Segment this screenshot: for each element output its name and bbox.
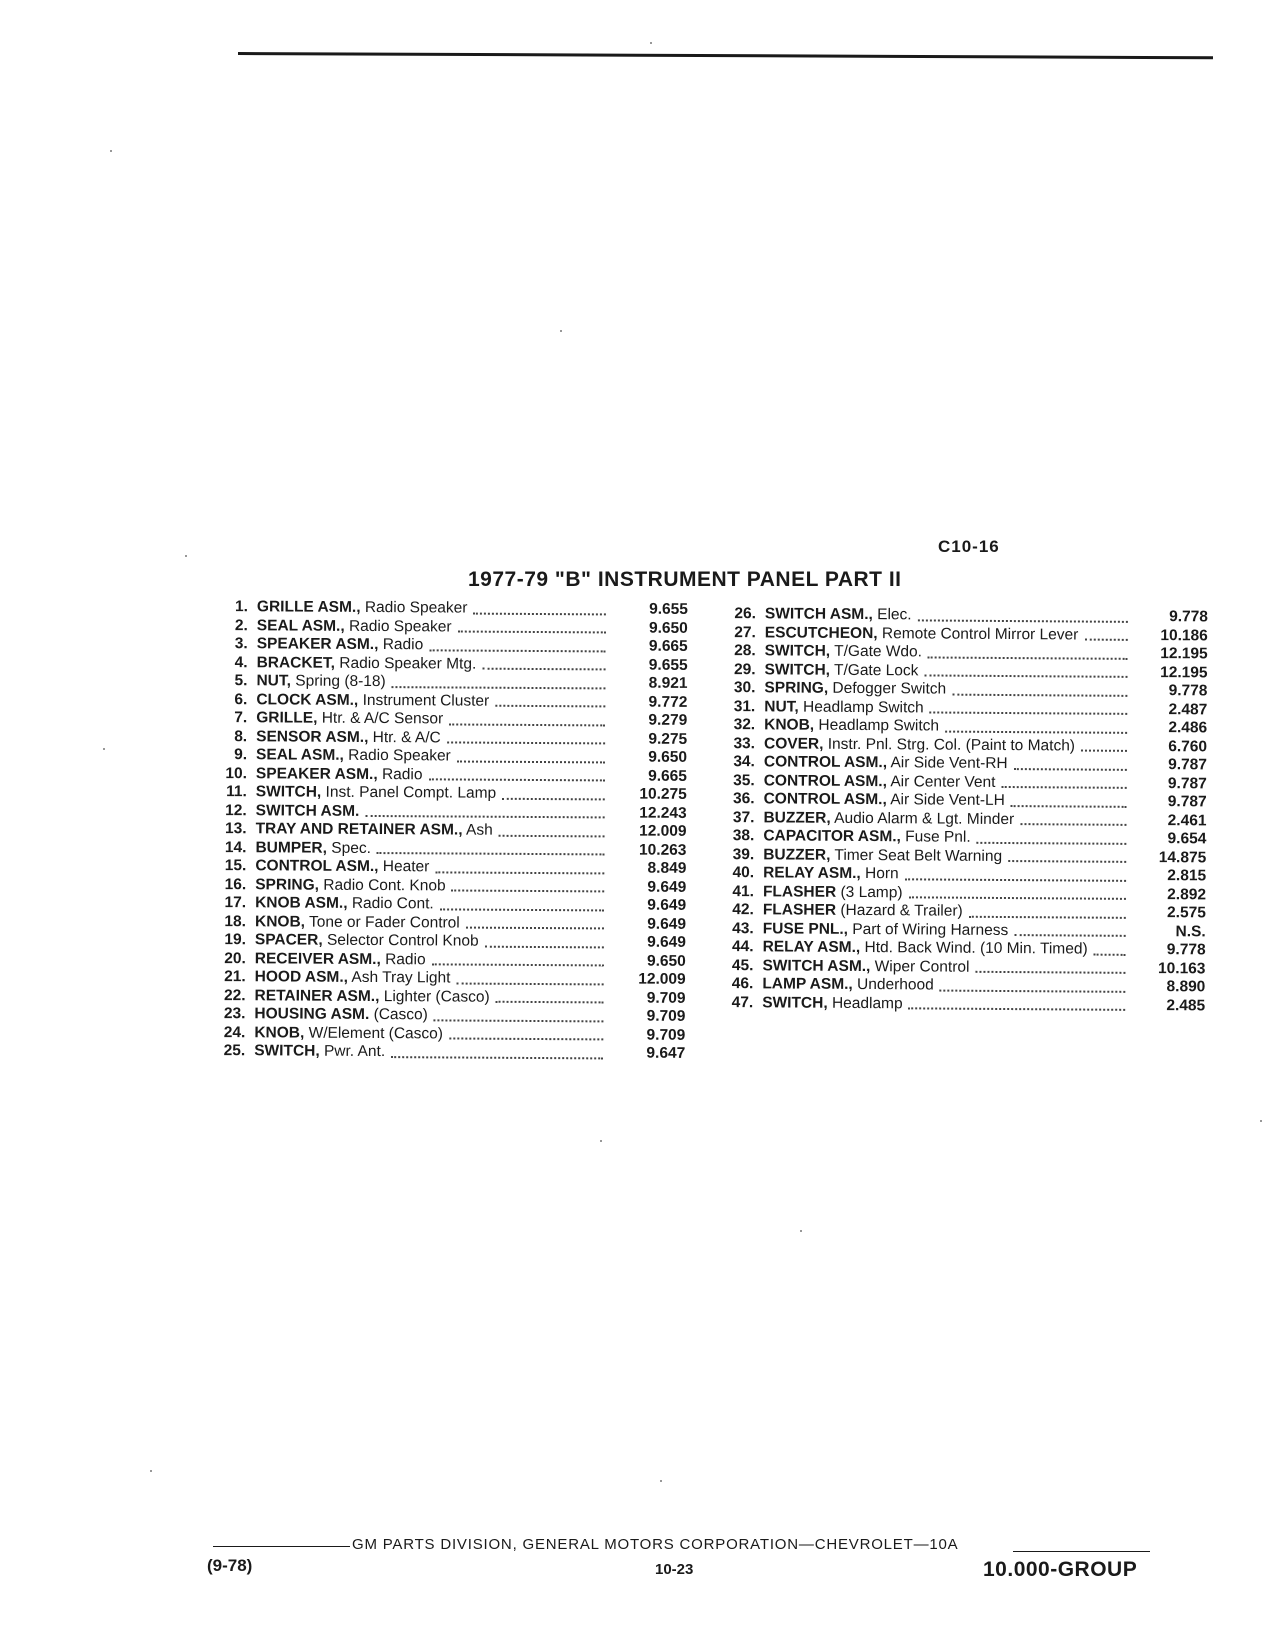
part-detail: Inst. Panel Compt. Lamp <box>325 783 497 802</box>
dot-leader <box>905 878 1126 882</box>
group-number: 9.654 <box>1167 830 1207 848</box>
dot-leader <box>952 693 1127 696</box>
dot-leader <box>496 1001 604 1004</box>
part-name: SPACER, <box>254 931 323 949</box>
parts-list-right <box>715 605 1208 1015</box>
dot-leader <box>365 815 604 818</box>
part-description <box>256 802 611 823</box>
part-name: TRAY AND RETAINER ASM., <box>255 820 463 839</box>
part-description <box>254 1042 609 1063</box>
part-name: SWITCH, <box>254 1042 320 1060</box>
part-name: KNOB, <box>254 1023 305 1042</box>
part-number: 7. <box>234 709 248 727</box>
part-detail: Remote Control Mirror Lever <box>881 624 1079 644</box>
part-description <box>254 1005 609 1026</box>
dot-leader <box>502 797 605 800</box>
dot-leader <box>440 908 604 911</box>
dot-leader <box>1014 934 1126 937</box>
part-detail: Air Side Vent-LH <box>890 791 1005 810</box>
part-name: SEAL ASM., <box>256 616 345 635</box>
part-detail: Radio Speaker <box>348 746 451 765</box>
part-number: 13. <box>224 820 247 838</box>
part-detail: Radio <box>381 765 423 783</box>
group-number: 9.275 <box>648 730 688 748</box>
dot-leader <box>945 730 1127 733</box>
part-detail: (3 Lamp) <box>840 883 903 901</box>
part-number: 45. <box>731 956 754 974</box>
part-number: 15. <box>224 857 247 875</box>
page-code: C10-16 <box>938 537 1000 556</box>
part-name: KNOB ASM., <box>255 894 348 912</box>
group-number: 9.647 <box>646 1044 686 1062</box>
part-name: COVER, <box>763 734 824 753</box>
top-rule <box>238 52 1213 59</box>
part-detail: Horn <box>865 865 899 883</box>
part-number: 43. <box>732 919 754 937</box>
part-detail: Fuse Pnl. <box>905 828 971 846</box>
group-number: 9.279 <box>648 711 688 729</box>
part-name: CONTROL ASM., <box>763 790 887 809</box>
dot-leader <box>1001 786 1126 789</box>
dot-leader <box>930 711 1128 714</box>
group-number: 9.709 <box>646 1007 686 1025</box>
part-detail: Lighter (Casco) <box>383 987 490 1006</box>
part-description <box>255 913 610 934</box>
group-number: 9.665 <box>648 767 687 785</box>
part-number: 42. <box>732 901 754 919</box>
group-number: 10.275 <box>639 785 687 803</box>
group-number: 9.649 <box>647 915 687 933</box>
part-name: RELAY ASM., <box>762 938 861 957</box>
group-number: 9.649 <box>647 933 686 951</box>
part-row <box>207 1042 685 1063</box>
dot-leader <box>975 971 1125 974</box>
dot-leader <box>1011 805 1127 808</box>
part-name: CONTROL ASM., <box>763 771 887 790</box>
part-number: 26. <box>734 605 756 623</box>
group-number: 12.195 <box>1160 645 1208 663</box>
part-name: SPEAKER ASM., <box>255 764 378 783</box>
part-number: 31. <box>733 697 756 715</box>
part-name: SPEAKER ASM., <box>256 635 379 654</box>
group-number: 2.487 <box>1168 700 1208 718</box>
part-detail: Headlamp <box>831 994 903 1012</box>
dot-leader <box>940 989 1126 992</box>
part-detail: Ash Tray Light <box>351 968 451 987</box>
part-number: 32. <box>733 716 756 734</box>
part-name: CONTROL ASM., <box>763 753 888 772</box>
dot-leader <box>924 674 1127 677</box>
part-detail: Htr. & A/C Sensor <box>321 709 444 728</box>
part-number: 46. <box>731 975 754 993</box>
dot-leader <box>449 723 605 726</box>
footer-date: (9-78) <box>207 1556 253 1575</box>
dot-leader <box>495 705 605 708</box>
part-number: 5. <box>234 672 248 690</box>
part-detail: Headlamp Switch <box>818 716 940 735</box>
group-number: 9.709 <box>646 989 686 1007</box>
part-number: 34. <box>733 753 755 771</box>
part-number: 17. <box>224 894 247 912</box>
part-name: BUZZER, <box>763 845 831 864</box>
group-number: 9.778 <box>1169 608 1208 626</box>
dot-leader <box>391 1056 603 1059</box>
part-number: 11. <box>226 783 247 801</box>
group-number: 9.778 <box>1166 941 1206 959</box>
part-description <box>256 783 611 804</box>
part-detail: W/Element (Casco) <box>308 1024 444 1042</box>
part-name: CLOCK ASM., <box>256 690 359 709</box>
part-detail: T/Gate Lock <box>833 661 919 679</box>
part-detail: Heater <box>382 858 430 876</box>
part-name: NUT, <box>256 672 291 690</box>
part-number: 18. <box>224 912 247 930</box>
dot-leader <box>434 1019 604 1022</box>
part-number: 10. <box>225 764 247 782</box>
part-name: SWITCH, <box>764 642 831 660</box>
group-number: 2.892 <box>1167 885 1207 903</box>
dot-leader <box>977 841 1127 844</box>
dot-leader <box>1081 750 1127 752</box>
part-detail: Part of Wiring Harness <box>852 920 1009 939</box>
part-description <box>257 617 612 638</box>
part-detail: T/Gate Wdo. <box>834 642 923 661</box>
footer-rule-left <box>213 1546 350 1547</box>
part-name: FLASHER <box>762 882 837 901</box>
part-number: 30. <box>733 679 756 697</box>
part-detail: (Casco) <box>373 1006 428 1024</box>
group-number: 14.875 <box>1158 848 1207 866</box>
dot-leader <box>377 852 605 855</box>
group-number: 9.787 <box>1168 756 1207 774</box>
part-detail: Ash <box>465 821 493 839</box>
group-number: 12.009 <box>639 822 687 840</box>
part-name: HOOD ASM., <box>254 968 349 986</box>
part-name: RECEIVER ASM., <box>254 949 381 968</box>
part-number: 19. <box>224 931 246 949</box>
group-number: 2.485 <box>1166 996 1206 1014</box>
part-name: BUZZER, <box>763 808 831 827</box>
part-description <box>257 654 612 675</box>
part-detail: Spec. <box>331 839 371 857</box>
part-name: FUSE PNL., <box>762 919 849 938</box>
group-number: 12.009 <box>638 970 686 988</box>
group-number: 2.815 <box>1167 867 1207 885</box>
part-number: 6. <box>234 690 248 708</box>
part-detail: Spring (8-18) <box>295 672 386 691</box>
footer-rule-right <box>1013 1551 1150 1552</box>
part-number: 29. <box>733 660 756 678</box>
part-detail: Radio Cont. Knob <box>323 876 446 894</box>
group-number: 12.195 <box>1160 663 1208 681</box>
part-name: GRILLE ASM., <box>256 598 361 616</box>
part-number: 16. <box>224 875 247 893</box>
group-number: 9.650 <box>646 952 686 970</box>
part-number: 38. <box>732 827 755 845</box>
part-name: RETAINER ASM., <box>254 986 380 1005</box>
part-name: BRACKET, <box>256 653 336 672</box>
group-number: 8.849 <box>647 859 687 877</box>
part-name: SWITCH, <box>255 783 322 801</box>
part-number: 4. <box>234 653 248 671</box>
part-number: 9. <box>234 746 248 764</box>
part-number: 28. <box>734 642 756 660</box>
part-description <box>255 968 610 989</box>
part-name: SWITCH, <box>762 993 828 1012</box>
part-name: GRILLE, <box>256 709 318 727</box>
part-number: 25. <box>223 1042 246 1060</box>
part-description <box>255 894 610 915</box>
part-name: SWITCH, <box>764 660 831 679</box>
part-number: 36. <box>733 790 755 808</box>
dot-leader <box>428 778 604 781</box>
part-name: SENSOR ASM., <box>256 727 369 746</box>
part-name: CAPACITOR ASM., <box>763 827 901 846</box>
part-number: 40. <box>732 864 755 882</box>
part-name: KNOB, <box>254 912 306 931</box>
part-detail: Htd. Back Wind. (10 Min. Timed) <box>864 939 1088 958</box>
dot-leader <box>449 1037 603 1040</box>
group-number: 9.787 <box>1167 774 1207 792</box>
section-title: 1977-79 "B" INSTRUMENT PANEL PART II <box>468 568 902 591</box>
part-number: 12. <box>225 801 247 819</box>
group-number: 10.186 <box>1160 626 1208 644</box>
part-name: LAMP ASM., <box>762 975 853 993</box>
part-description <box>255 931 610 952</box>
part-number: 3. <box>234 635 248 653</box>
dot-leader <box>928 656 1128 659</box>
dot-leader <box>1008 860 1126 863</box>
group-number: 9.787 <box>1167 793 1207 811</box>
group-number: 8.921 <box>648 674 688 692</box>
part-name: RELAY ASM., <box>763 864 861 883</box>
part-detail: Air Center Vent <box>890 772 996 791</box>
part-name: ESCUTCHEON, <box>764 623 878 642</box>
group-number: 9.709 <box>646 1026 686 1044</box>
part-detail: Air Side Vent-RH <box>890 754 1008 773</box>
part-name: NUT, <box>764 697 799 716</box>
part-description <box>255 857 610 878</box>
part-number: 27. <box>734 623 756 641</box>
part-detail: Tone or Fader Control <box>308 913 460 932</box>
part-description <box>256 765 611 786</box>
part-name: SWITCH ASM. <box>255 801 360 820</box>
part-number: 2. <box>234 616 248 634</box>
part-number: 37. <box>732 808 755 826</box>
part-detail: Radio Speaker Mtg. <box>339 654 477 673</box>
part-description <box>256 728 611 749</box>
group-number: 2.461 <box>1167 811 1207 829</box>
group-number: 10.163 <box>1157 959 1206 977</box>
part-name: CONTROL ASM., <box>255 857 379 876</box>
group-number: 9.778 <box>1168 682 1208 700</box>
group-number: 10.000-GROUP <box>983 1558 1138 1581</box>
dot-leader <box>1014 768 1127 771</box>
part-detail: Radio <box>385 950 426 968</box>
part-number: 33. <box>733 734 756 752</box>
part-detail: Radio Speaker <box>348 617 452 635</box>
group-number: 10.263 <box>638 841 687 859</box>
dot-leader <box>456 982 603 985</box>
dot-leader <box>1020 823 1126 826</box>
part-detail: Pwr. Ant. <box>323 1042 386 1061</box>
group-number: N.S. <box>1175 922 1206 940</box>
part-number: 47. <box>731 993 754 1011</box>
part-detail: Radio <box>382 636 424 654</box>
part-number: 22. <box>223 986 246 1004</box>
part-description <box>256 691 611 712</box>
dot-leader <box>432 963 604 966</box>
part-number: 1. <box>234 598 248 616</box>
part-description <box>256 746 611 767</box>
dot-leader <box>909 1007 1126 1011</box>
part-description <box>255 839 610 860</box>
part-name: BUMPER, <box>255 838 328 857</box>
part-description <box>762 994 1131 1015</box>
group-number: 9.650 <box>648 619 688 637</box>
part-description <box>256 820 611 841</box>
dot-leader <box>447 741 605 744</box>
dot-leader <box>458 631 606 634</box>
part-detail: Instr. Pnl. Strg. Col. (Paint to Match) <box>827 735 1076 754</box>
part-detail: Instrument Cluster <box>362 691 490 710</box>
dot-leader <box>466 927 604 930</box>
part-name: FLASHER <box>762 901 837 919</box>
dot-leader <box>909 896 1126 900</box>
dot-leader <box>429 649 605 652</box>
part-number: 8. <box>234 727 248 745</box>
part-detail: Radio Speaker <box>364 598 468 617</box>
dot-leader <box>435 871 604 874</box>
part-detail: Audio Alarm & Lgt. Minder <box>834 809 1015 828</box>
part-detail: Radio Cont. <box>351 894 434 913</box>
part-number: 41. <box>732 882 755 900</box>
part-description <box>256 709 611 730</box>
part-description <box>254 1024 609 1045</box>
part-detail: Elec. <box>877 606 912 624</box>
part-name: HOUSING ASM. <box>254 1005 370 1023</box>
dot-leader <box>969 915 1126 918</box>
part-number: 20. <box>224 949 246 967</box>
dot-leader <box>392 686 606 689</box>
part-detail: Wiper Control <box>874 957 970 976</box>
dot-leader <box>918 619 1128 622</box>
dot-leader <box>1084 639 1127 641</box>
group-number: 2.486 <box>1168 719 1208 737</box>
group-number: 9.655 <box>649 600 688 618</box>
dot-leader <box>473 612 606 615</box>
dot-leader <box>452 889 605 892</box>
group-number: 9.649 <box>647 878 687 896</box>
page-number: 10-23 <box>655 1561 694 1578</box>
group-number: 9.649 <box>647 896 687 914</box>
dot-leader <box>457 760 605 763</box>
dot-leader <box>1094 953 1126 955</box>
part-detail: Timer Seat Belt Warning <box>834 846 1003 865</box>
dot-leader <box>482 668 605 671</box>
group-number: 6.760 <box>1168 737 1208 755</box>
part-number: 21. <box>224 968 246 986</box>
group-number: 2.575 <box>1167 904 1206 922</box>
part-row <box>715 993 1205 1015</box>
group-number: 9.665 <box>648 637 688 655</box>
part-detail: Headlamp Switch <box>802 698 924 716</box>
part-number: 24. <box>223 1023 246 1041</box>
part-detail: Underhood <box>857 975 934 994</box>
part-name: KNOB, <box>764 716 815 734</box>
parts-list-left <box>207 598 688 1063</box>
part-name: SWITCH ASM., <box>764 605 873 624</box>
part-number: 14. <box>224 838 247 856</box>
part-number: 39. <box>732 845 755 863</box>
part-detail: Defogger Switch <box>832 679 947 698</box>
part-number: 44. <box>731 938 754 956</box>
part-name: SWITCH ASM., <box>762 956 871 975</box>
dot-leader <box>485 945 604 948</box>
part-description <box>255 987 610 1008</box>
footer-credit: GM PARTS DIVISION, GENERAL MOTORS CORPORATION—CHEVROLET—10A <box>352 1536 959 1553</box>
part-name: SEAL ASM., <box>255 746 344 764</box>
group-number: 8.890 <box>1166 978 1206 996</box>
group-number: 12.243 <box>639 804 687 822</box>
part-detail: Htr. & A/C <box>372 728 441 746</box>
part-detail: Selector Control Knob <box>326 931 479 950</box>
part-description <box>256 672 611 693</box>
part-detail: (Hazard & Trailer) <box>840 901 963 920</box>
part-description <box>255 876 610 897</box>
group-number: 9.772 <box>648 693 688 711</box>
dot-leader <box>499 834 605 837</box>
part-description <box>257 598 612 619</box>
part-name: SPRING, <box>764 679 829 697</box>
part-number: 23. <box>223 1005 246 1023</box>
group-number: 9.650 <box>648 748 688 766</box>
part-number: 35. <box>733 771 755 789</box>
part-description <box>255 950 610 971</box>
group-number: 9.655 <box>648 656 688 674</box>
part-name: SPRING, <box>255 875 320 894</box>
part-description <box>257 635 612 656</box>
